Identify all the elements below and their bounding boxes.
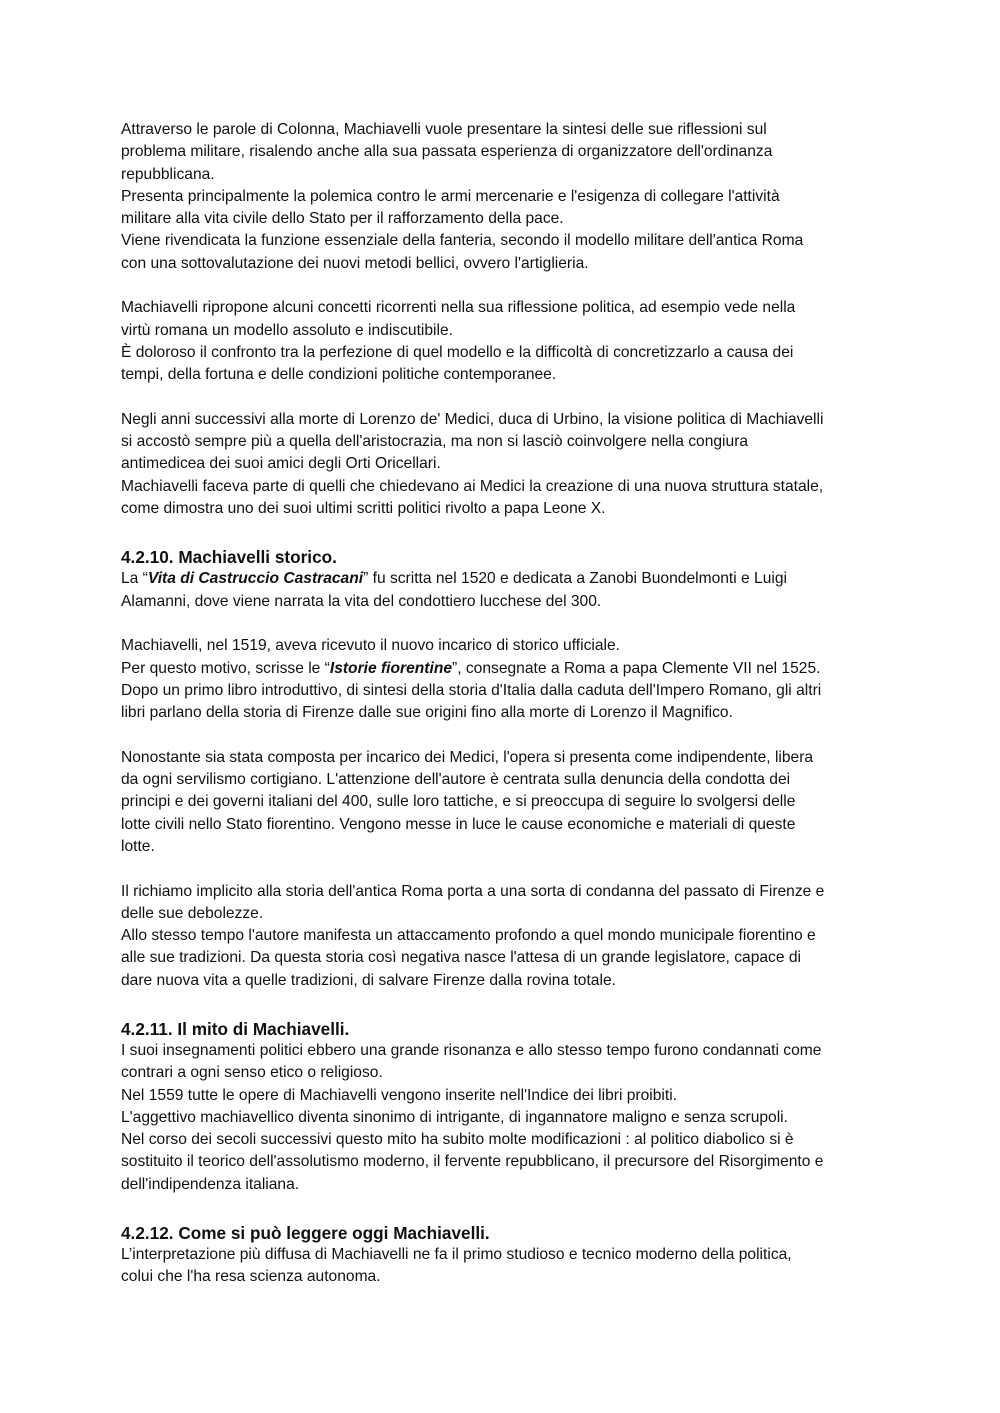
text-line: Dopo un primo libro introduttivo, di sintesi della storia d'Italia dalla caduta dell'Impero Romano, gli altri: [121, 681, 822, 699]
paragraph-ancient-rome: [121, 881, 881, 992]
text-line: Machiavelli ripropone alcuni concetti ricorrenti nella sua riflessione politica, ad esempio vede nella: [121, 299, 796, 317]
paragraph-gap: [121, 520, 881, 544]
text-line: delle sue debolezze.: [121, 904, 264, 922]
text-line: principi e dei governi italiani del 400, sulle loro tattiche, e si preoccupa di seguire lo svolgersi delle: [121, 793, 796, 811]
text-line: Allo stesso tempo l'autore manifesta un attaccamento profondo a quel mondo municipale fiorentino e: [121, 927, 816, 945]
paragraph-castruccio: [121, 568, 881, 613]
section-heading-4-2-12: 4.2.12. Come si può leggere oggi Machiavelli.: [121, 1223, 490, 1244]
paragraph-gap: [121, 613, 881, 635]
book-title: Vita di Castruccio Castracani: [147, 570, 364, 588]
text-line: Viene rivendicata la funzione essenziale della fanteria, secondo il modello militare dell'antica Roma: [121, 232, 804, 250]
text-line: Machiavelli, nel 1519, aveva ricevuto il nuovo incarico di storico ufficiale.: [121, 637, 620, 655]
text-line: alle sue tradizioni. Da questa storia così negativa nasce l'attesa di un grande legislatore, capace di: [121, 949, 801, 967]
paragraph-military: [121, 119, 881, 275]
text-line: contrari a ogni senso etico o religioso.: [121, 1064, 383, 1082]
text-line: libri parlano della storia di Firenze dalle sue origini fino alla morte di Lorenzo il Magnifico.: [121, 704, 733, 722]
book-title: Istorie fiorentine: [329, 659, 453, 677]
text-line: Il richiamo implicito alla storia dell'antica Roma porta a una sorta di condanna del passato di Firenze e: [121, 882, 825, 900]
text-line: È doloroso il confronto tra la perfezione di quel modello e la difficoltà di concretizzarlo a causa dei: [121, 343, 794, 361]
text-line: problema militare, risalendo anche alla sua passata esperienza di organizzatore dell'ordinanza: [121, 143, 773, 161]
text-line: [121, 568, 881, 590]
document-page: [121, 119, 881, 1289]
paragraph-gap: [121, 858, 881, 880]
text-line: Nonostante sia stata composta per incarico dei Medici, l'opera si presenta come indipendente, libera: [121, 748, 814, 766]
text-line: L'aggettivo machiavellico diventa sinonimo di intrigante, di ingannatore maligno e senza scrupoli.: [121, 1108, 788, 1126]
text-line: lotte civili nello Stato fiorentino. Vengono messe in luce le cause economiche e materiali di queste: [121, 815, 796, 833]
text-line: Machiavelli faceva parte di quelli che chiedevano ai Medici la creazione di una nuova struttura statale,: [121, 477, 824, 495]
text-line: [121, 658, 881, 680]
text-line: dell'indipendenza italiana.: [121, 1175, 300, 1193]
text-line: tempi, della fortuna e delle condizioni politiche contemporanee.: [121, 366, 557, 384]
text-line: Nel 1559 tutte le opere di Machiavelli vengono inserite nell'Indice dei libri proibiti.: [121, 1086, 678, 1104]
text-line: da ogni servilismo cortigiano. L'attenzione dell'autore è centrata sulla denuncia della condotta dei: [121, 771, 791, 789]
paragraph-myth: [121, 1040, 881, 1196]
text-line: L’interpretazione più diffusa di Machiavelli ne fa il primo studioso e tecnico moderno della politica,: [121, 1246, 792, 1264]
paragraph-gap: [121, 387, 881, 409]
paragraph-medici: [121, 409, 881, 520]
text-line: repubblicana.: [121, 165, 215, 183]
text-line: con una sottovalutazione dei nuovi metodi bellici, ovvero l'artiglieria.: [121, 254, 589, 272]
section-heading-4-2-11: 4.2.11. Il mito di Machiavelli.: [121, 1018, 350, 1039]
text-line: virtù romana un modello assoluto e indiscutibile.: [121, 321, 453, 339]
paragraph-gap: [121, 724, 881, 746]
text-line: Attraverso le parole di Colonna, Machiavelli vuole presentare la sintesi delle sue riflessioni sul: [121, 121, 767, 138]
text-line: si accostò sempre più a quella dell'aristocrazia, ma non si lasciò coinvolgere nella congiura: [121, 433, 749, 451]
text-line: come dimostra uno dei suoi ultimi scritti politici rivolto a papa Leone X.: [121, 500, 606, 518]
text-line: lotte.: [121, 837, 155, 855]
text-line: dare nuova vita a quelle tradizioni, di salvare Firenze dalla rovina totale.: [121, 971, 616, 989]
text-line: Negli anni successivi alla morte di Lorenzo de' Medici, duca di Urbino, la visione politica di Machiavelli: [121, 410, 824, 428]
paragraph-roman-virtue: [121, 297, 881, 386]
text-line: Nel corso dei secoli successivi questo mito ha subito molte modificazioni : al politico diabolico si è: [121, 1131, 794, 1149]
paragraph-gap: [121, 992, 881, 1016]
text-line: I suoi insegnamenti politici ebbero una grande risonanza e allo stesso tempo furono condannati come: [121, 1041, 822, 1059]
text-line: Alamanni, dove viene narrata la vita del condottiero lucchese del 300.: [121, 592, 602, 610]
text-line: Presenta principalmente la polemica contro le armi mercenarie e l'esigenza di collegare l'attività: [121, 187, 780, 205]
paragraph-istorie: [121, 635, 881, 724]
text-line: colui che l'ha resa scienza autonoma.: [121, 1268, 381, 1286]
paragraph-independence: [121, 747, 881, 858]
text-line: sostituito il teorico dell'assolutismo moderno, il fervente repubblicano, il precursore del Risorgimento e: [121, 1153, 824, 1171]
text-fragment: ” fu scritta nel 1520 e dedicata a Zanobi Buondelmonti e Luigi: [363, 570, 787, 588]
text-line: militare alla vita civile dello Stato per il rafforzamento della pace.: [121, 210, 564, 228]
paragraph-gap: [121, 275, 881, 297]
paragraph-today: [121, 1244, 881, 1289]
section-heading-4-2-10: 4.2.10. Machiavelli storico.: [121, 547, 337, 568]
text-fragment: La “: [121, 570, 148, 588]
paragraph-gap: [121, 1196, 881, 1220]
text-fragment: Per questo motivo, scrisse le “: [121, 659, 330, 677]
text-line: antimedicea dei suoi amici degli Orti Oricellari.: [121, 455, 441, 473]
text-fragment: ”, consegnate a Roma a papa Clemente VII nel 1525.: [452, 659, 821, 677]
